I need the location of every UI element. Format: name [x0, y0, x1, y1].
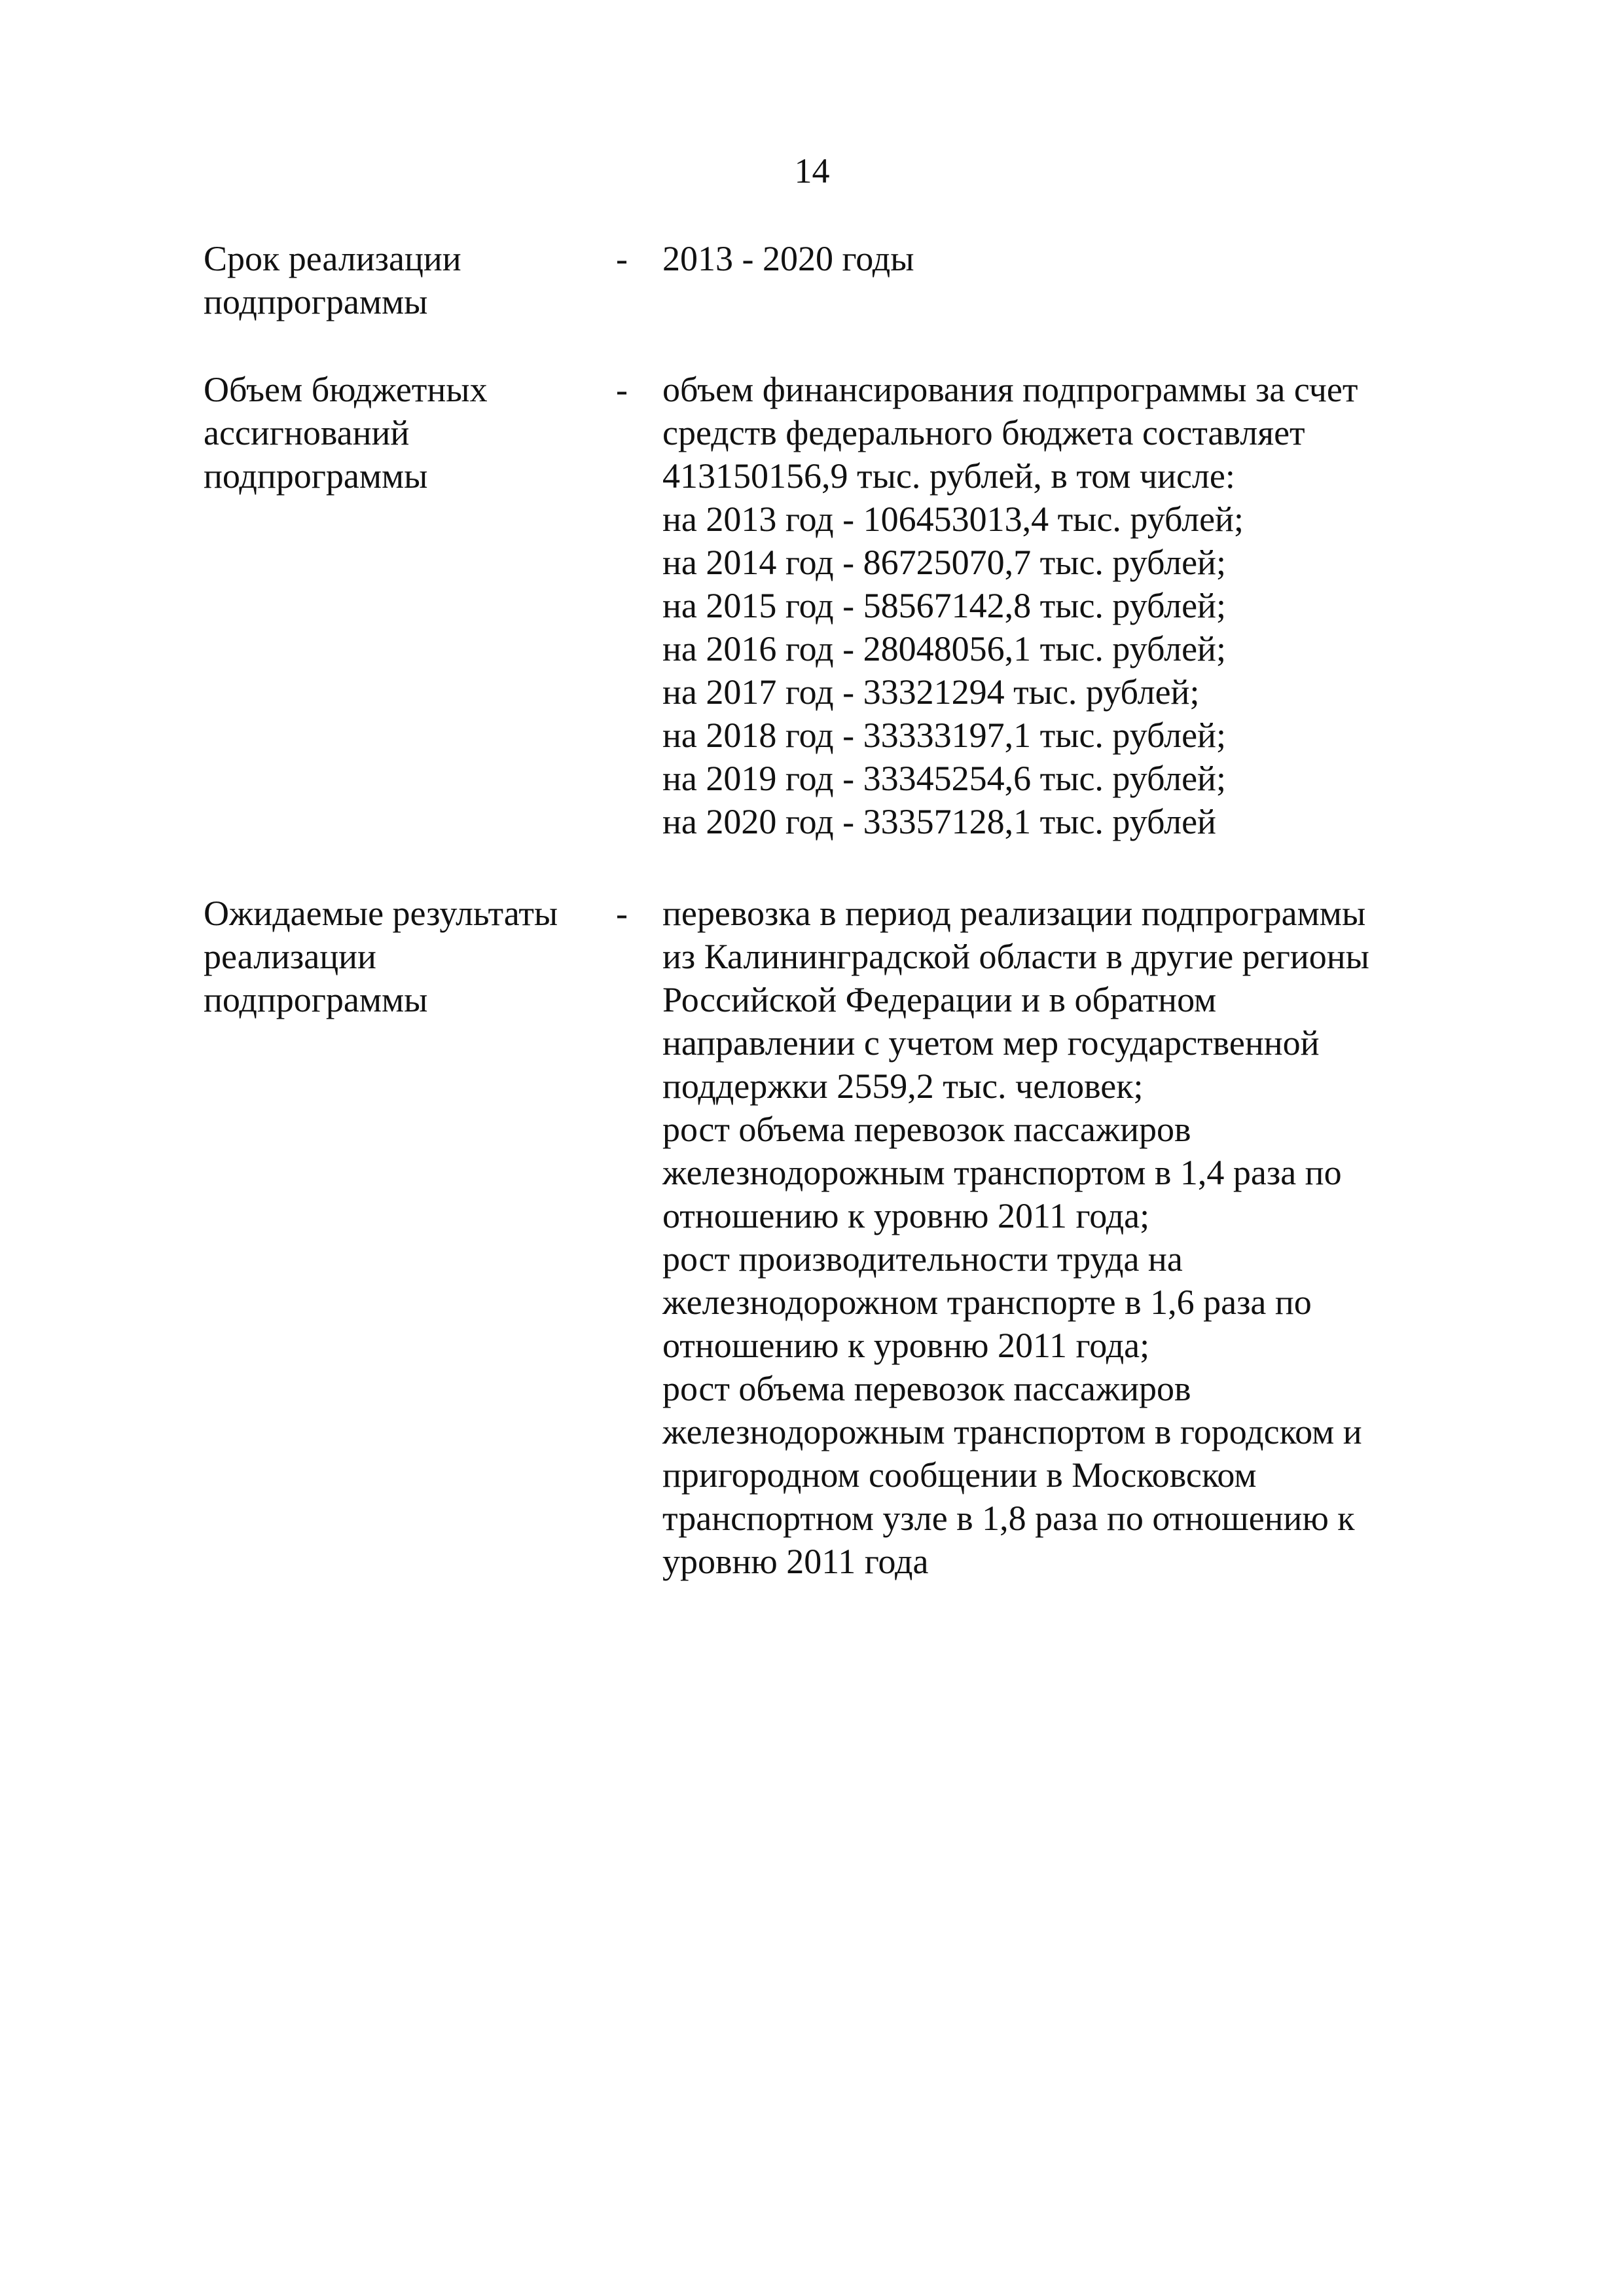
value-line: объем финансирования подпрограммы за счет	[662, 370, 1358, 409]
label-line: реализации	[204, 937, 376, 976]
label-line: подпрограммы	[204, 980, 428, 1019]
value-line: уровню 2011 года	[662, 1542, 929, 1581]
section-label	[204, 368, 596, 498]
section-value	[662, 892, 1480, 1583]
value-line: железнодорожным транспортом в 1,4 раза по	[662, 1153, 1342, 1192]
value-line: железнодорожном транспорте в 1,6 раза по	[662, 1283, 1312, 1322]
value-line: Российской Федерации и в обратном	[662, 980, 1217, 1019]
value-line: рост объема перевозок пассажиров	[662, 1369, 1191, 1408]
value-line: рост объема перевозок пассажиров	[662, 1110, 1191, 1149]
label-line: подпрограммы	[204, 282, 428, 321]
value-line: 2013 - 2020 годы	[662, 239, 914, 278]
label-line: ассигнований	[204, 413, 410, 452]
value-line: на 2019 год - 33345254,6 тыс. рублей;	[662, 759, 1226, 798]
value-line: направлении с учетом мер государственной	[662, 1023, 1320, 1063]
label-line: Срок реализации	[204, 239, 461, 278]
label-line: Объем бюджетных	[204, 370, 488, 409]
value-line: 413150156,9 тыс. рублей, в том числе:	[662, 456, 1235, 496]
section-value	[662, 368, 1480, 843]
value-line: на 2017 год - 33321294 тыс. рублей;	[662, 672, 1200, 712]
section-label	[204, 237, 596, 323]
dash-separator: -	[616, 239, 628, 278]
value-line: на 2014 год - 86725070,7 тыс. рублей;	[662, 543, 1226, 582]
section-budget-allocations	[204, 368, 1480, 852]
value-line: на 2016 год - 28048056,1 тыс. рублей;	[662, 629, 1226, 668]
value-line: транспортном узле в 1,8 раза по отношению к	[662, 1499, 1355, 1538]
section-value	[662, 237, 1480, 280]
value-line: на 2013 год - 106453013,4 тыс. рублей;	[662, 500, 1244, 539]
label-line: Ожидаемые результаты	[204, 894, 558, 933]
section-expected-results	[204, 892, 1480, 1592]
value-line: на 2015 год - 58567142,8 тыс. рублей;	[662, 586, 1226, 625]
value-line: перевозка в период реализации подпрограммы	[662, 894, 1366, 933]
value-line: железнодорожным транспортом в городском и	[662, 1412, 1362, 1451]
section-implementation-period	[204, 237, 1480, 329]
value-line: пригородном сообщении в Московском	[662, 1455, 1257, 1495]
value-line: на 2018 год - 33333197,1 тыс. рублей;	[662, 716, 1226, 755]
value-line: отношению к уровню 2011 года;	[662, 1326, 1150, 1365]
dash-separator: -	[616, 370, 628, 409]
value-line: поддержки 2559,2 тыс. человек;	[662, 1066, 1144, 1106]
label-line: подпрограммы	[204, 456, 428, 496]
value-line: средств федерального бюджета составляет	[662, 413, 1305, 452]
value-line: на 2020 год - 33357128,1 тыс. рублей	[662, 802, 1216, 841]
value-line: рост производительности труда на	[662, 1239, 1183, 1279]
value-line: из Калининградской области в другие регионы	[662, 937, 1369, 976]
dash-separator: -	[616, 894, 628, 933]
page-number: 14	[794, 151, 830, 191]
value-line: отношению к уровню 2011 года;	[662, 1196, 1150, 1235]
section-label	[204, 892, 596, 1021]
